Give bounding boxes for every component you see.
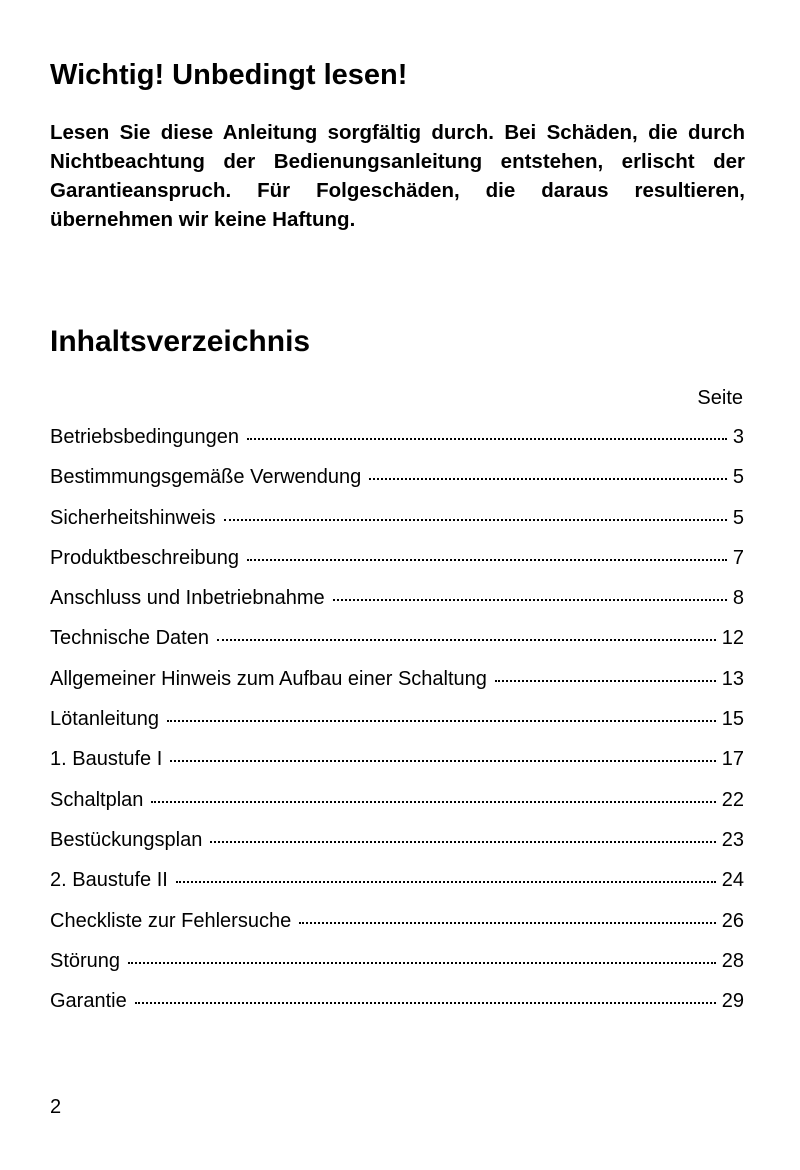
toc-list [50,424,744,1028]
toc-entry-page: 29 [721,990,744,1013]
toc-entry[interactable] [50,625,744,665]
toc-dot-leader [135,1002,716,1004]
toc-entry-label: 1. Baustufe I [50,748,163,771]
toc-entry-page: 15 [721,708,744,731]
toc-entry-label: Produktbeschreibung [50,546,240,569]
toc-entry-page: 22 [721,788,744,811]
toc-entry[interactable] [50,908,744,948]
toc-dot-leader [151,801,715,803]
toc-entry-page: 24 [721,869,744,892]
toc-dot-leader [247,438,727,440]
toc-entry-page: 17 [721,748,744,771]
toc-dot-leader [247,559,727,561]
toc-entry-page: 26 [721,909,744,932]
toc-entry-label: Allgemeiner Hinweis zum Aufbau einer Schaltung [50,667,487,690]
toc-dot-leader [333,599,727,601]
toc-dot-leader [176,881,716,883]
toc-dot-leader [210,841,715,843]
toc-entry[interactable] [50,585,744,625]
toc-entry[interactable] [50,666,744,706]
toc-entry[interactable] [50,948,744,988]
toc-entry-label: Technische Daten [50,627,209,650]
toc-entry-page: 23 [721,828,744,851]
warning-text: Lesen Sie diese Anleitung sorgfältig durch. Bei Schäden, die durch Nichtbeachtung der Bedienungsanleitung entstehen, erlischt der Garantieanspruch. Für Folgeschäden, die daraus resultieren, übernehmen wir keine Haftung. [50,121,745,231]
toc-entry[interactable] [50,746,744,786]
toc-entry-label: Bestimmungsgemäße Verwendung [50,466,362,489]
toc-dot-leader [495,680,716,682]
toc-entry-label: Bestückungsplan [50,828,203,851]
page-number: 2 [50,1096,62,1118]
toc-dot-leader [224,519,727,521]
toc-entry-page: 28 [721,949,744,972]
toc-entry[interactable] [50,464,744,504]
toc-entry-page: 5 [732,506,744,529]
toc-entry-label: 2. Baustufe II [50,869,168,892]
toc-entry-label: Garantie [50,990,127,1013]
toc-entry-label: Checkliste zur Fehlersuche [50,909,292,932]
toc-dot-leader [167,720,716,722]
toc-entry-page: 12 [721,627,744,650]
toc-dot-leader [217,639,716,641]
toc-entry-page: 8 [732,587,744,610]
toc-entry-label: Sicherheitshinweis [50,506,216,529]
warning-title: Wichtig! Unbedingt lesen! [50,59,408,91]
toc-dot-leader [170,760,715,762]
toc-entry[interactable] [50,787,744,827]
toc-entry[interactable] [50,706,744,746]
toc-entry[interactable] [50,545,744,585]
toc-entry-label: Lötanleitung [50,708,159,731]
toc-dot-leader [299,922,716,924]
toc-entry-label: Schaltplan [50,788,144,811]
toc-entry-label: Störung [50,949,121,972]
toc-dot-leader [369,478,727,480]
toc-page-column-label: Seite [697,387,743,409]
toc-entry[interactable] [50,988,744,1028]
toc-title: Inhaltsverzeichnis [50,325,311,358]
toc-entry-page: 13 [721,667,744,690]
toc-entry-page: 7 [732,546,744,569]
toc-dot-leader [128,962,716,964]
toc-entry[interactable] [50,424,744,464]
toc-entry-label: Anschluss und Inbetriebnahme [50,587,325,610]
toc-entry[interactable] [50,867,744,907]
toc-entry-page: 5 [732,466,744,489]
toc-entry-label: Betriebsbedingungen [50,426,240,448]
toc-entry-page: 3 [732,426,744,448]
toc-entry[interactable] [50,827,744,867]
toc-entry[interactable] [50,505,744,545]
